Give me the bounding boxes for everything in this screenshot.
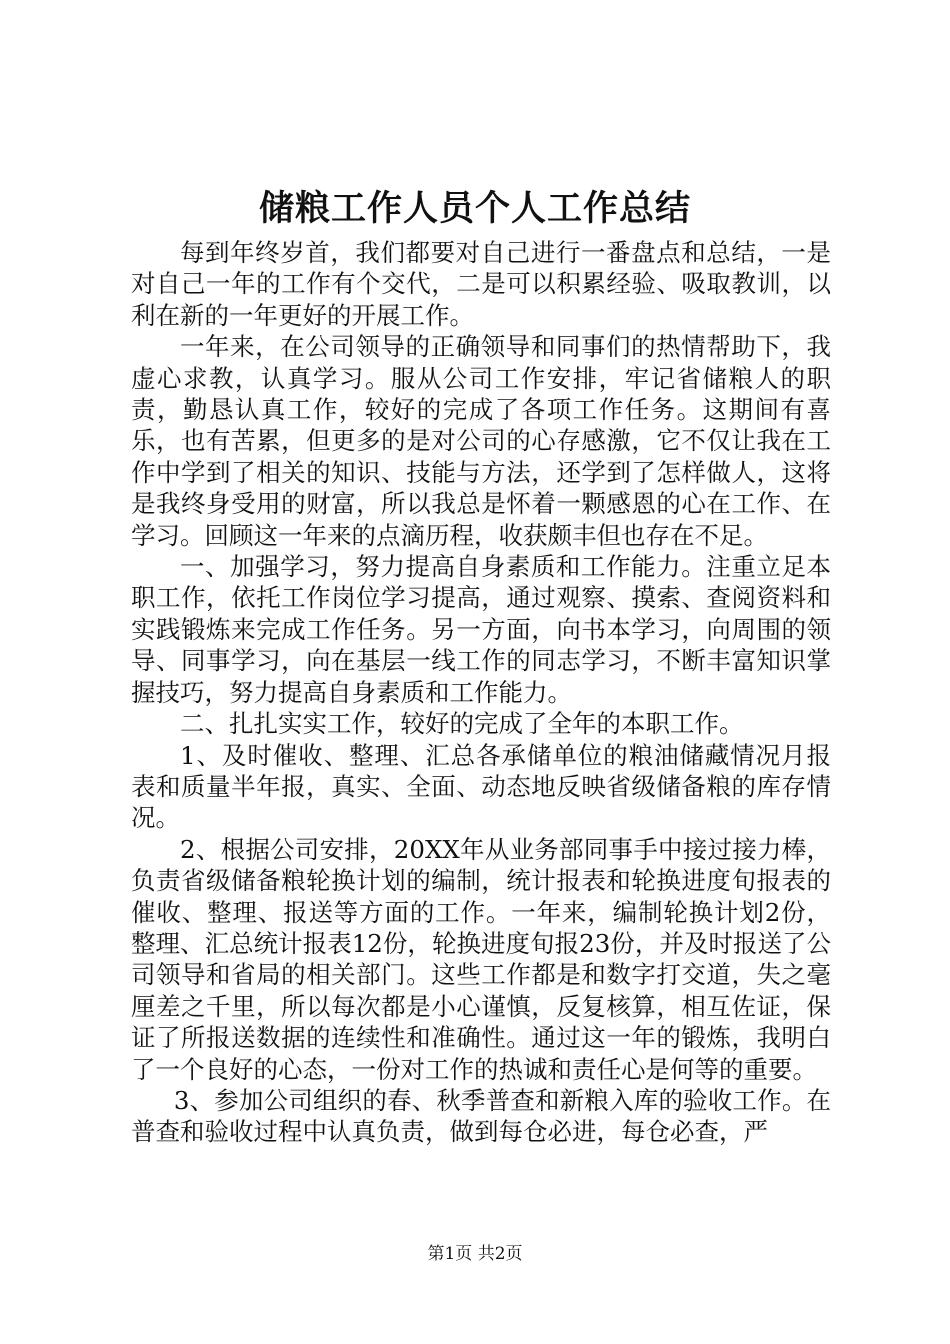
paragraph-study: 一、加强学习，努力提高自身素质和工作能力。注重立足本职工作，依托工作岗位学习提高，通过观察、摸索、查阅资料和实践锻炼来完成工作任务。另一方面，向书本学习，向周围的领导、同事学习，向在基层一线工作的同志学习，不断丰富知识掌握技巧，努力提高自身素质和工作能力。: [131, 552, 831, 707]
paragraph-work-heading: 二、扎扎实实工作，较好的完成了全年的本职工作。: [180, 709, 744, 739]
document-title: 储粮工作人员个人工作总结: [258, 188, 691, 229]
paragraph-intro: 每到年终岁首，我们都要对自己进行一番盘点和总结，一是对自己一年的工作有个交代，二是可以积累经验、吸取教训，以利在新的一年更好的开展工作。: [131, 238, 831, 330]
paragraph-item-3: 3、参加公司组织的春、秋季普查和新粮入库的验收工作。在普查和验收过程中认真负责，做到每仓必进，每仓必查，严: [131, 1085, 831, 1147]
paragraph-item-2: 2、根据公司安排，20XX年从业务部同事手中接过接力棒，负责省级储备粮轮换计划的编制，统计报表和轮换进度旬报表的催收、整理、报送等方面的工作。一年来，编制轮换计划2份，整理、汇总统计报表12份，轮换进度旬报23份，并及时报送了公司领导和省局的相关部门。这些工作都是和数字打交道，失之毫厘差之千里，所以每次都是小心谨慎，反复核算，相互佐证，保证了所报送数据的连续性和准确性。通过这一年的锻炼，我明白了一个良好的心态，一份对工作的热诚和责任心是何等的重要。: [131, 834, 831, 1084]
page-footer: 第1页 共2页: [427, 1244, 523, 1264]
document-body: [131, 237, 831, 1148]
paragraph-item-1: 1、及时催收、整理、汇总各承储单位的粮油储藏情况月报表和质量半年报，真实、全面、动态地反映省级储备粮的库存情况。: [131, 740, 831, 833]
paragraph-overview: 一年来，在公司领导的正确领导和同事们的热情帮助下，我虚心求教，认真学习。服从公司工作安排，牢记省储粮人的职责，勤恳认真工作，较好的完成了各项工作任务。这期间有喜乐，也有苦累，但更多的是对公司的心存感激，它不仅让我在工作中学到了相关的知识、技能与方法，还学到了怎样做人，这将是我终身受用的财富，所以我总是怀着一颗感恩的心在工作、在学习。回顾这一年来的点滴历程，收获颇丰但也存在不足。: [131, 332, 831, 550]
